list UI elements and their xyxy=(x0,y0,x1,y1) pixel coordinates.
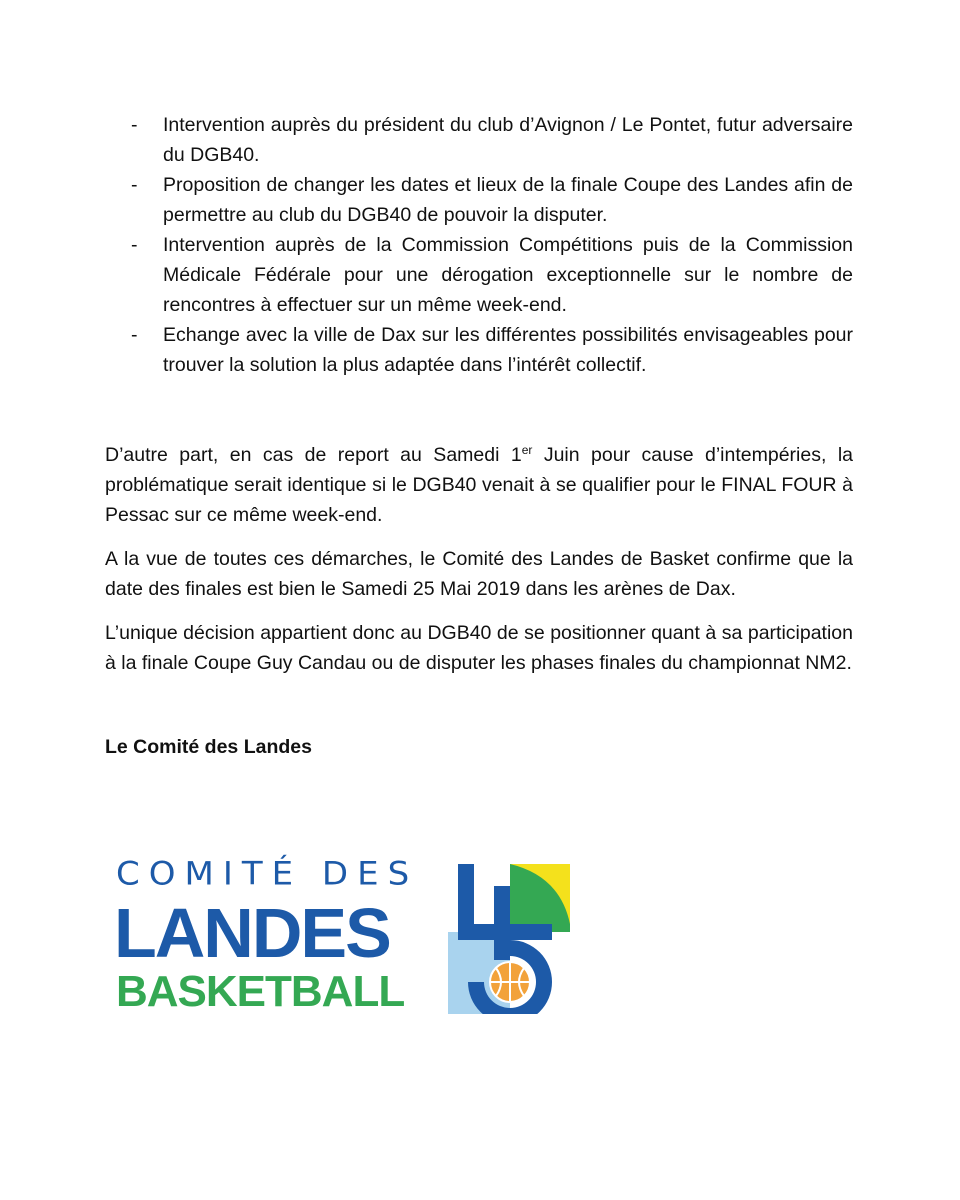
paragraph-decision: L’unique décision appartient donc au DGB40 de se positionner quant à sa participation à la finale Coupe Guy Candau ou de disputer les phases finales du championnat NM2. xyxy=(105,622,853,674)
action-list xyxy=(105,110,853,380)
comite-landes-logo xyxy=(110,848,580,1020)
list-item xyxy=(105,110,853,170)
list-item xyxy=(105,320,853,380)
signature: Le Comité des Landes xyxy=(105,736,312,758)
logo-40-basketball-icon xyxy=(448,864,570,1014)
bullet-marker: - xyxy=(131,234,138,256)
logo-text-basketball: BASKETBALL xyxy=(116,967,405,1016)
bullet-marker: - xyxy=(131,114,138,136)
list-item-text: Proposition de changer les dates et lieux de la finale Coupe des Landes afin de permettre au club du DGB40 de pouvoir la disputer. xyxy=(163,174,853,226)
document-body xyxy=(105,110,853,762)
list-item-text: Echange avec la ville de Dax sur les différentes possibilités envisageables pour trouver la solution la plus adaptée dans l’intérêt collectif. xyxy=(163,324,853,376)
logo-text-landes: LANDES xyxy=(114,894,390,972)
list-item xyxy=(105,170,853,230)
logo-mark-four-stem xyxy=(494,886,510,960)
paragraph-report xyxy=(105,440,853,530)
list-item-text: Intervention auprès du président du club d’Avignon / Le Pontet, futur adversaire du DGB40. xyxy=(163,114,853,166)
paragraph-report-start: D’autre part, en cas de report au Samedi 1 xyxy=(105,444,522,466)
list-item-text: Intervention auprès de la Commission Compétitions puis de la Commission Médicale Fédérale pour une dérogation exceptionnelle sur le nombre de rencontres à effectuer sur un même week-end. xyxy=(163,234,853,316)
bullet-marker: - xyxy=(131,174,138,196)
logo-mark-basketball-lines xyxy=(490,962,530,1002)
paragraph-report-end: Juin pour cause d’intempéries, la problématique serait identique si le DGB40 venait à se qualifier pour le FINAL FOUR à Pessac sur ce même week-end. xyxy=(105,444,853,526)
list-item xyxy=(105,230,853,320)
ordinal-superscript: er xyxy=(521,443,533,457)
logo-text-comite: COMITÉ DES xyxy=(116,855,419,893)
paragraph-confirmation: A la vue de toutes ces démarches, le Comité des Landes de Basket confirme que la date des finales est bien le Samedi 25 Mai 2019 dans les arènes de Dax. xyxy=(105,548,853,600)
bullet-marker: - xyxy=(131,324,138,346)
